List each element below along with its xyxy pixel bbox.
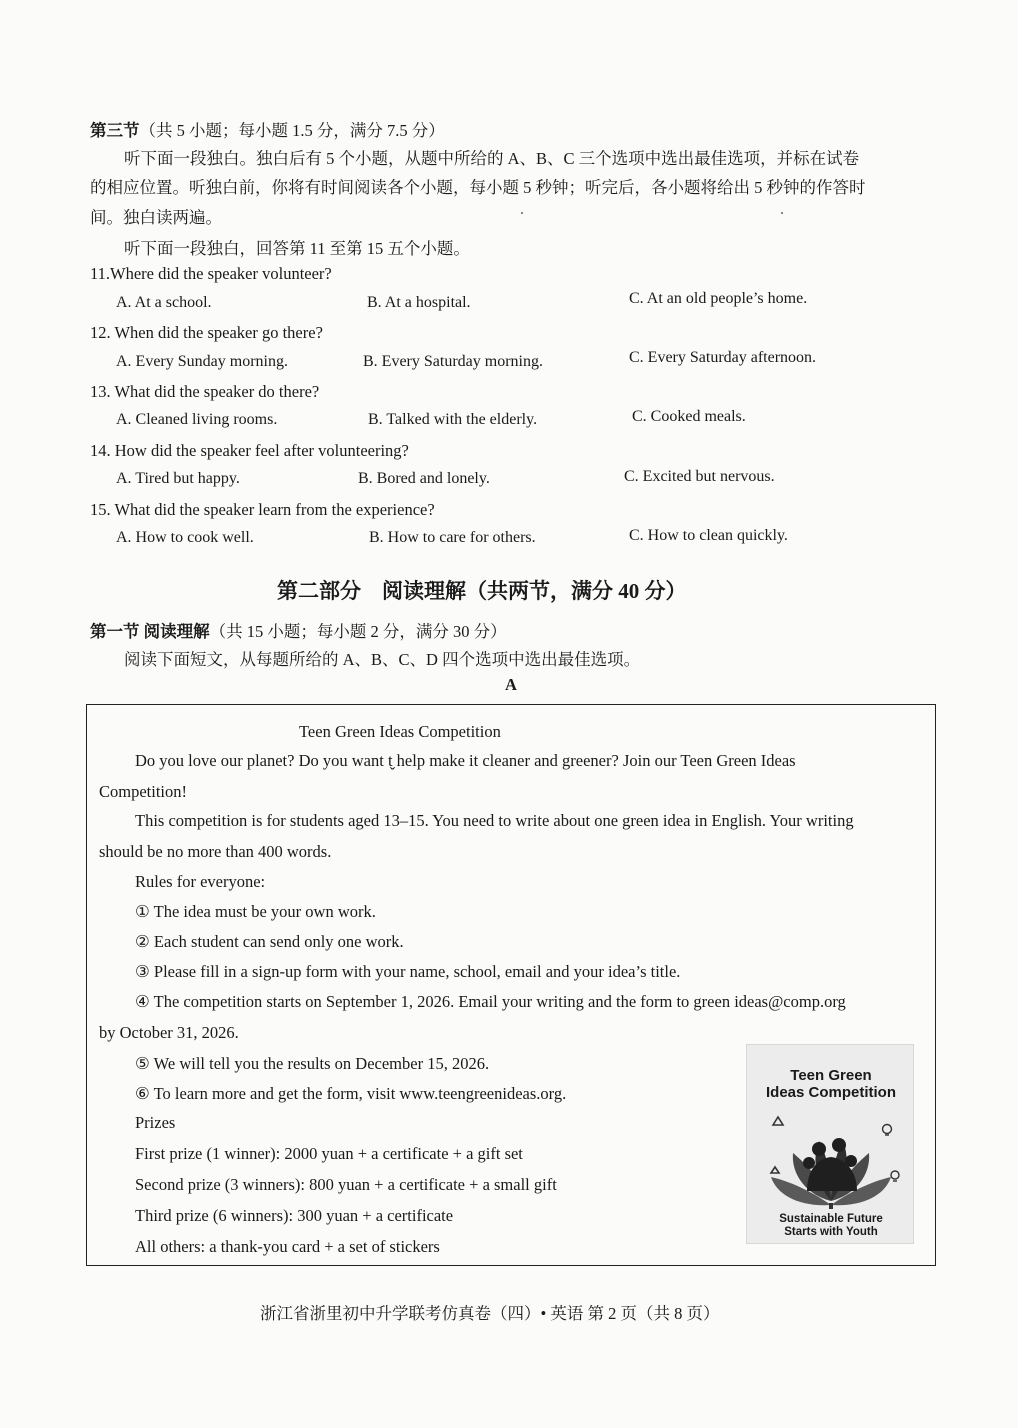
option-a: A. Tired but happy. [116,470,240,487]
passage-line: should be no more than 400 words. [99,842,332,861]
prizes-heading: Prizes [135,1113,176,1132]
rules-heading: Rules for everyone: [135,872,266,891]
rule-item: ④ The competition starts on September 1, 2026. Email your writing and the form to green ideas@comp.org [135,992,846,1011]
passage-line: Do you love our planet? Do you want t̬ help make it cleaner and greener? Join our Teen Green Ideas [135,751,796,770]
prize-item: First prize (1 winner): 2000 yuan + a certificate + a gift set [135,1144,523,1163]
instruction-line: 听下面一段独白。独白后有 5 个小题，从题中所给的 A、B、C 三个选项中选出最佳选项，并标在试卷 [124,149,860,168]
question-stem: 15. What did the speaker learn from the experience? [90,500,435,519]
reading-section-info: （共 15 小题；每小题 2 分，满分 30 分） [209,622,507,641]
question-stem: 14. How did the speaker feel after volunteering? [90,441,409,460]
option-b: B. At a hospital. [367,294,471,311]
rule-item: ③ Please fill in a sign-up form with your name, school, email and your idea’s title. [135,962,681,981]
prize-item: All others: a thank-you card + a set of stickers [135,1237,440,1256]
prize-item: Third prize (6 winners): 300 yuan + a certificate [135,1206,454,1225]
rule-item: ⑤ We will tell you the results on December 15, 2026. [135,1054,490,1073]
passage-line: This competition is for students aged 13–15. You need to write about one green idea in English. Your writing [135,811,854,830]
instruction-line: 的相应位置。听独白前，你将有时间阅读各个小题，每小题 5 秒钟；听完后，各小题将给出 5 秒钟的作答时 [90,178,866,197]
page-footer: 浙江省浙里初中升学联考仿真卷（四）• 英语 第 2 页（共 8 页） [260,1304,720,1323]
option-c: C. Cooked meals. [632,408,746,425]
scan-speck [521,212,523,214]
question-stem: 11.Where did the speaker volunteer? [90,264,332,283]
rule-item-continued: by October 31, 2026. [99,1023,239,1042]
option-b: B. Talked with the elderly. [368,411,538,428]
lightbulb-icon [883,1125,900,1182]
part-title: 第二部分 阅读理解（共两节，满分 40 分） [277,579,687,603]
poster-footer-line: Sustainable Future [779,1213,883,1225]
instruction-line: 间。独白读两遍。 [90,208,222,227]
poster-title-line: Teen Green [790,1067,872,1084]
reading-instruction: 阅读下面短文，从每题所给的 A、B、C、D 四个选项中选出最佳选项。 [124,650,641,669]
option-b: B. How to care for others. [369,529,536,546]
option-a: A. Every Sunday morning. [116,353,288,370]
passage-title: Teen Green Ideas Competition [299,722,501,741]
passage-label: A [505,675,517,694]
people-icon [803,1138,857,1191]
question-stem: 12. When did the speaker go there? [90,323,323,342]
poster-title-line: Ideas Competition [765,1084,896,1101]
rule-item: ② Each student can send only one work. [135,932,404,951]
option-c: C. Excited but nervous. [624,468,775,485]
option-a: A. How to cook well. [116,529,254,546]
recycle-icon [771,1117,783,1173]
section-info: （共 5 小题；每小题 1.5 分，满分 7.5 分） [139,121,445,140]
reading-section-heading [90,618,507,642]
scan-speck [781,212,783,214]
competition-poster [746,1044,914,1244]
rule-item: ① The idea must be your own work. [135,902,376,921]
option-c: C. How to clean quickly. [629,527,788,544]
option-a: A. Cleaned living rooms. [116,411,278,428]
option-c: C. At an old people’s home. [629,290,808,307]
section-heading [90,117,445,141]
reading-section-title: 第一节 阅读理解 [90,622,210,641]
option-b: B. Every Saturday morning. [363,353,543,370]
poster-footer-line: Starts with Youth [784,1226,878,1238]
question-stem: 13. What did the speaker do there? [90,382,320,401]
option-a: A. At a school. [116,294,212,311]
passage-line: Competition! [99,782,187,801]
poster-footer [747,1213,914,1239]
option-b: B. Bored and lonely. [358,470,490,487]
prize-item: Second prize (3 winners): 800 yuan + a certificate + a small gift [135,1175,557,1194]
section-title: 第三节 [90,121,140,140]
rule-item: ⑥ To learn more and get the form, visit www.teengreenideas.org. [135,1084,567,1103]
sub-instruction: 听下面一段独白，回答第 11 至第 15 五个小题。 [124,239,470,258]
option-c: C. Every Saturday afternoon. [629,349,817,366]
